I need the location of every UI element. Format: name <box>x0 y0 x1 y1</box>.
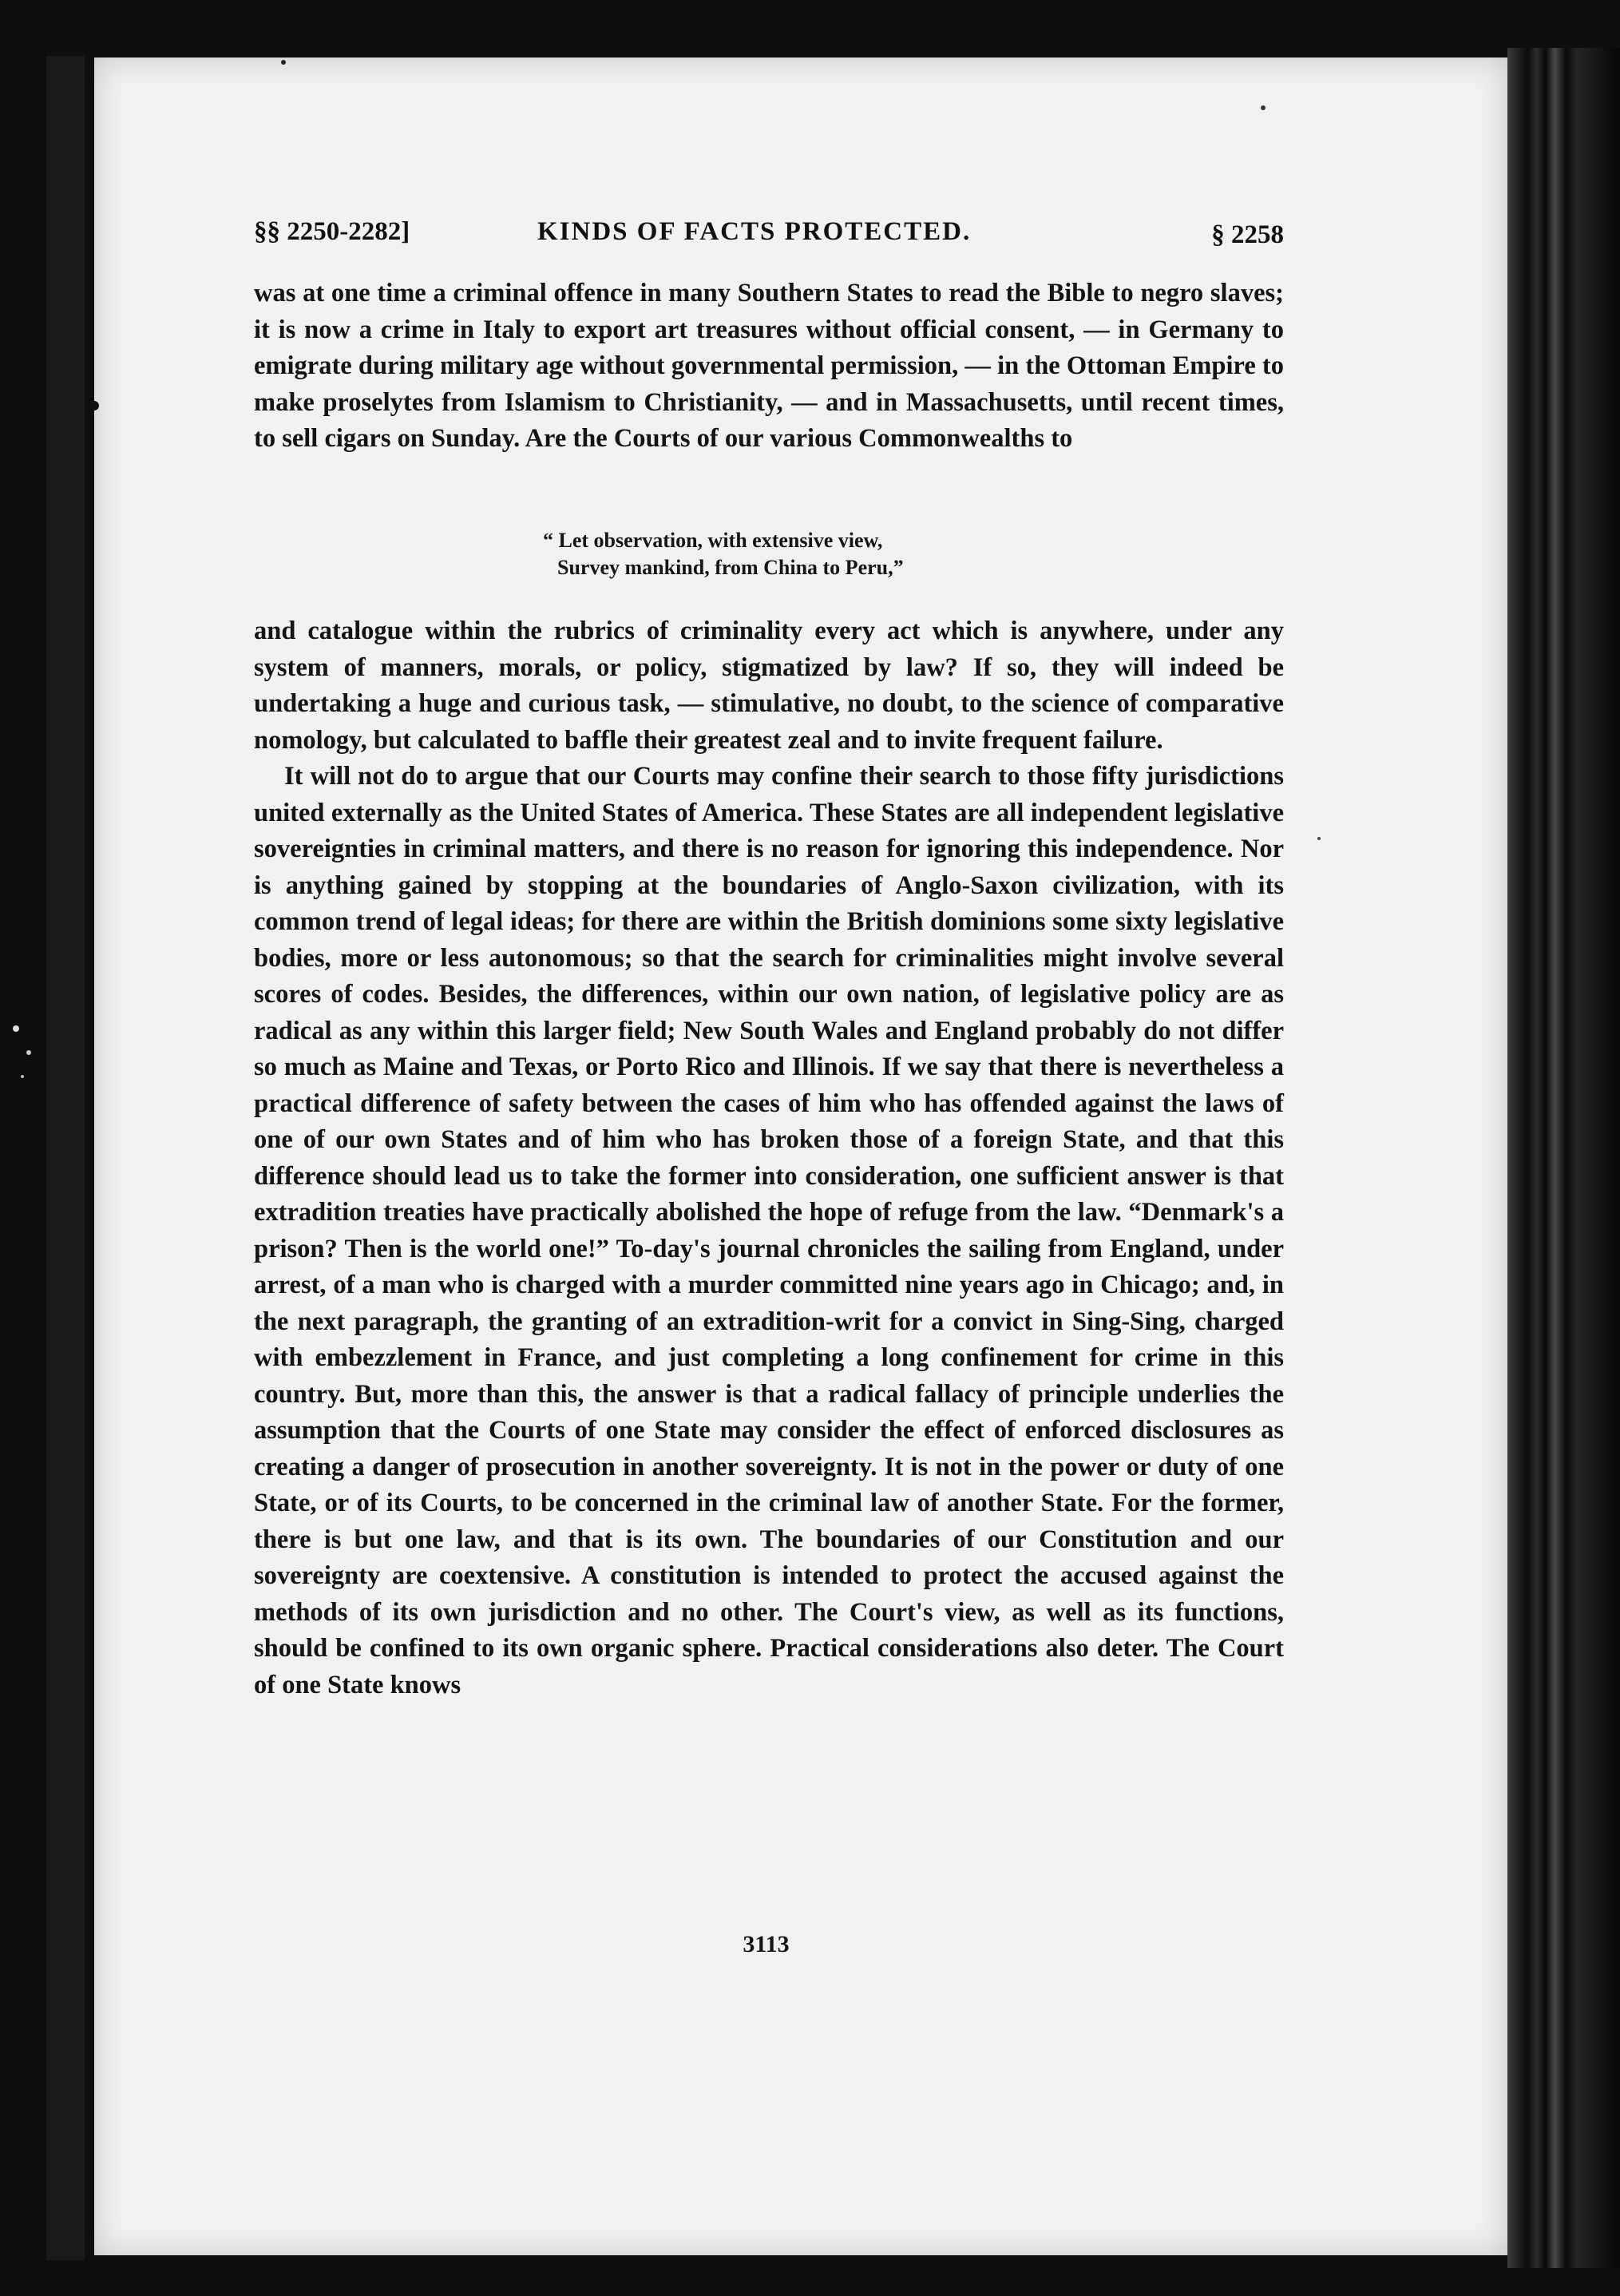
body-text-main <box>254 613 1284 1703</box>
speck <box>1317 837 1321 840</box>
speck <box>26 1050 31 1055</box>
running-head <box>254 209 1284 257</box>
verse-quotation <box>543 527 1262 581</box>
speck <box>13 1025 19 1032</box>
running-head-section-range: §§ 2250-2282] <box>254 217 410 246</box>
speck <box>1261 105 1266 110</box>
page-number <box>0 1931 1620 1958</box>
speck <box>281 60 286 65</box>
running-head-section: § 2258 <box>1211 220 1284 249</box>
speck <box>21 1075 24 1078</box>
paragraph-3: It will not do to argue that our Courts may confine their search to those fifty jurisdictions united externally as the United States of America. These States are all independent legislative sovereignties in criminal matters, and there is no reason for ignoring this independence. Nor is anything gained by stopping at the boundaries of Anglo-Saxon civilization, with its common trend of legal ideas; for there are within the British dominions some sixty legislative bodies, more or less autonomous; so that the search for criminalities might involve several scores of codes. Besides, the differences, within our own nation, of legislative policy are as radical as any within this larger field; New South Wales and England probably do not differ so much as Maine and Texas, or Porto Rico and Illinois. If we say that there is nevertheless a practical difference of safety between the cases of him who has offended against the laws of one of our own States and of him who has broken those of a foreign State, and that this difference should lead us to take the former into consideration, one sufficient answer is that extradition treaties have practically abolished the hope of refuge from the law. “Denmark's a prison? Then is the world one!” To-day's journal chronicles the sailing from England, under arrest, of a man who is charged with a murder committed nine years ago in Chicago; and, in the next paragraph, the granting of an extradition-writ for a convict in Sing-Sing, charged with embezzlement in France, and just completing a long confinement for crime in this country. But, more than this, the answer is that a radical fallacy of principle underlies the assumption that the Courts of one State may consider the effect of enforced disclosures as creating a danger of prosecution in another sovereignty. It is not in the power or duty of one State, or of its Courts, to be concerned in the criminal law of another State. For the former, there is but one law, and that is its own. The boundaries of our Constitution and our sovereignty are coextensive. A constitution is intended to protect the accused against the methods of its own jurisdiction and no other. The Court's view, as well as its functions, should be confined to its own organic sphere. Practical considerations also deter. The Court of one State knows <box>254 762 1284 1699</box>
quote-line-1: “ Let observation, with extensive view, <box>543 529 883 552</box>
body-text-top <box>254 276 1284 458</box>
paragraph-2: and catalogue within the rubrics of criminality every act which is anywhere, under any system of manners, morals, or policy, stigmatized by law? If so, they will indeed be undertaking a huge and curious task, — stimulative, no doubt, to the science of comparative nomology, but calculated to baffle their greatest zeal and to invite frequent failure. <box>254 617 1284 755</box>
speck <box>89 401 99 410</box>
running-head-title: KINDS OF FACTS PROTECTED. <box>537 217 972 246</box>
paragraph-1: was at one time a criminal offence in many Southern States to read the Bible to negro slaves; it is now a crime in Italy to export art treasures without official consent, — in Germany to emigrate during military age without governmental permission, — in the Ottoman Empire to make proselytes from Islamism to Christianity, — and in Massachusetts, until recent times, to sell cigars on Sunday. Are the Courts of our various Commonwealths to <box>254 279 1284 453</box>
page-number-text: 3113 <box>743 1931 790 1957</box>
quote-line-2: Survey mankind, from China to Peru,” <box>557 556 904 579</box>
